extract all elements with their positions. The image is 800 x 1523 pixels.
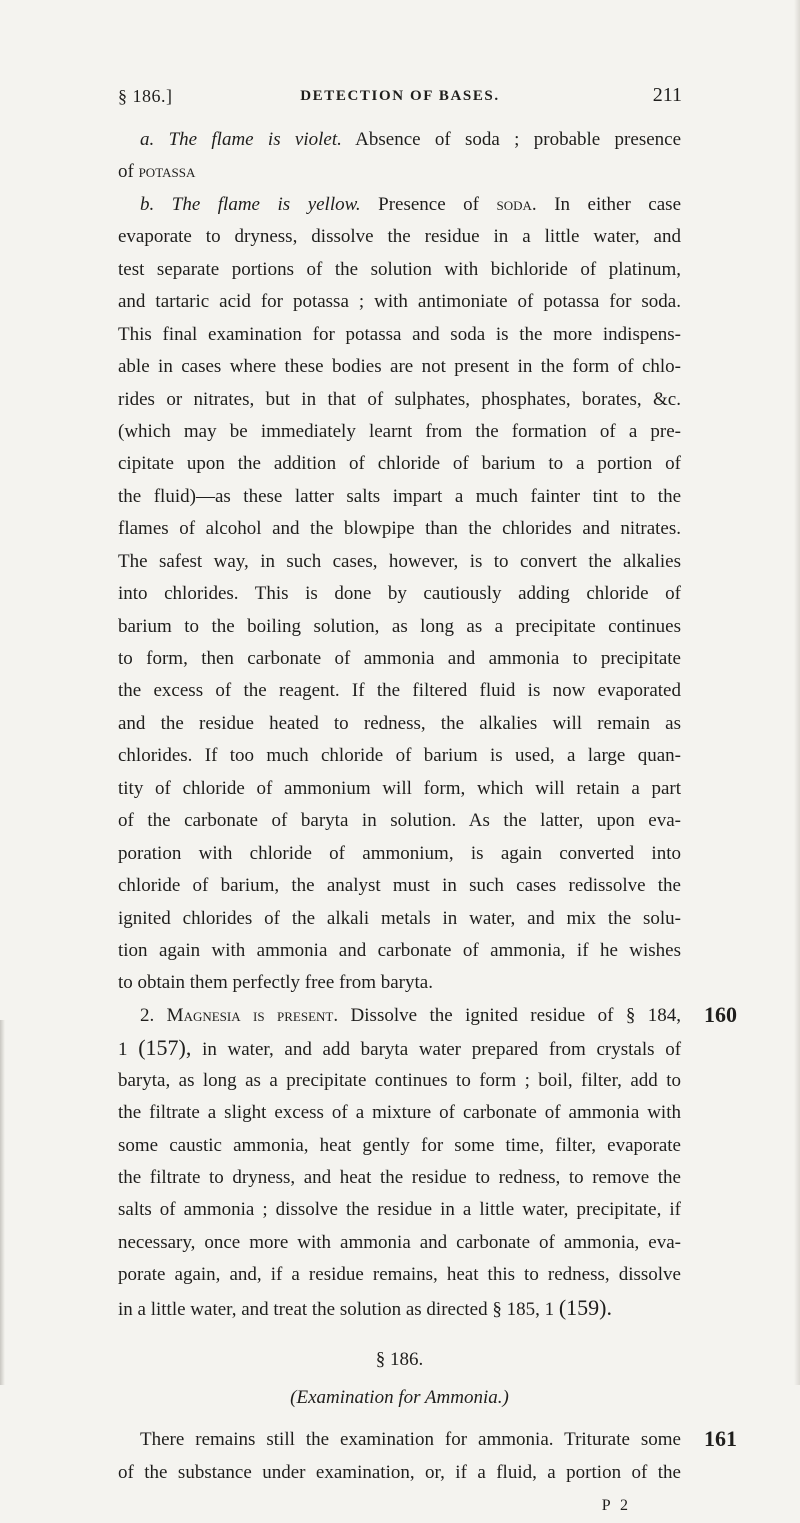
header-title: DETECTION OF BASES.: [300, 88, 500, 104]
text-line: salts of ammonia ; dissolve the residue in a little water, precipitate, if: [118, 1199, 681, 1221]
text-line: some caustic ammonia, heat gently for some time, filter, evaporate: [118, 1134, 681, 1156]
text-line: baryta, as long as a precipitate continues to form ; boil, filter, add to: [118, 1069, 681, 1091]
paragraph-2-line: 1 (157), in water, and add baryta water prepared from crystals of: [118, 1035, 682, 1061]
paragraph-reference: (159).: [558, 1294, 613, 1320]
text-line: cipitate upon the addition of chloride of barium to a portion of: [118, 453, 681, 475]
text-line: the filtrate to dryness, and heat the residue to redness, to remove the: [118, 1167, 681, 1188]
text-line: to obtain them perfectly free from baryta.: [118, 972, 433, 994]
text-line: chlorides. If too much chloride of barium is used, a large quan-: [118, 745, 681, 767]
signature-mark-line: [118, 1489, 681, 1521]
text-line: ignited chlorides of the alkali metals in water, and mix the solu-: [118, 907, 681, 929]
italic-lead: The flame is yellow.: [171, 193, 361, 215]
text-line: poration with chloride of ammonium, is again converted into: [118, 842, 681, 864]
text-line: This final examination for potassa and soda is the more indispens-: [118, 323, 681, 345]
page-edge-shadow: [794, 0, 800, 1385]
page-body: [118, 124, 737, 1522]
section-heading: § 186.: [375, 1349, 424, 1371]
text-line: to form, then carbonate of ammonia and ammonia to precipitate: [118, 648, 681, 669]
text-line: the fluid)—as these latter salts impart a much fainter tint to the: [118, 485, 681, 507]
text-line: of the carbonate of baryta in solution. As the latter, upon eva-: [118, 810, 681, 832]
text-line: into chlorides. This is done by cautiously adding chloride of: [118, 583, 681, 605]
signature-mark: P 2: [601, 1497, 631, 1515]
margin-reference-number: 161: [704, 1426, 737, 1452]
italic-lead: The flame is violet.: [168, 129, 342, 150]
text-line: flames of alcohol and the blowpipe than the chlorides and nitrates.: [118, 518, 681, 540]
text-line: chloride of barium, the analyst must in such cases redissolve the: [118, 875, 681, 897]
text-line: evaporate to dryness, dissolve the residue in a little water, and: [118, 226, 681, 248]
text-line: the filtrate a slight excess of a mixture of carbonate of ammonia with: [118, 1102, 681, 1124]
text-line: tity of chloride of ammonium will form, which will retain a part: [118, 777, 681, 799]
page-binding-shadow: [0, 1020, 5, 1385]
text-line: of the substance under examination, or, if a fluid, a portion of the: [118, 1461, 681, 1483]
page-number: 211: [652, 84, 682, 106]
text-line: tion again with ammonia and carbonate of ammonia, if he wishes: [118, 939, 681, 961]
section-186-line: There remains still the examination for ammonia. Triturate some 161: [118, 1424, 681, 1456]
paragraph-2-line: 2. Magnesia is present. Dissolve the ignited residue of § 184, 160: [118, 1000, 681, 1032]
text-line: The safest way, in such cases, however, is to convert the alkalies: [118, 550, 681, 572]
running-header: [118, 86, 682, 114]
paragraph-a-line: of potassa: [118, 161, 196, 183]
text-line: (which may be immediately learnt from the formation of a pre-: [118, 420, 681, 442]
paragraph-reference: (157),: [138, 1035, 192, 1061]
text-line: able in cases where these bodies are not present in the form of chlo-: [118, 356, 681, 378]
text-line: rides or nitrates, but in that of sulphates, phosphates, borates, &c.: [118, 388, 681, 410]
text-line: necessary, once more with ammonia and carbonate of ammonia, eva-: [118, 1231, 681, 1253]
text-line: the excess of the reagent. If the filtered fluid is now evaporated: [118, 680, 681, 702]
text-line: and the residue heated to redness, the alkalies will remain as: [118, 712, 681, 734]
paragraph-a-line: a. The flame is violet. Absence of soda ; probable presence: [140, 129, 682, 150]
text-line: porate again, and, if a residue remains, heat this to redness, dissolve: [118, 1264, 681, 1286]
small-caps-term: potassa: [138, 161, 196, 183]
margin-reference-number: 160: [704, 1001, 737, 1027]
small-caps-term: soda.: [496, 193, 537, 215]
text-line: barium to the boiling solution, as long as a precipitate continues: [118, 615, 681, 637]
paragraph-b-line: b. The flame is yellow. Presence of soda. In either case: [140, 193, 681, 215]
paragraph-2-line: in a little water, and treat the solution as directed § 185, 1 (159).: [118, 1294, 613, 1320]
small-caps-heading: Magnesia is present.: [166, 1004, 339, 1026]
header-section-ref: § 186.]: [118, 86, 173, 106]
text-line: test separate portions of the solution with bichloride of platinum,: [118, 258, 681, 280]
section-subheading: (Examination for Ammonia.): [290, 1387, 509, 1409]
text-line: and tartaric acid for potassa ; with antimoniate of potassa for soda.: [118, 291, 681, 313]
